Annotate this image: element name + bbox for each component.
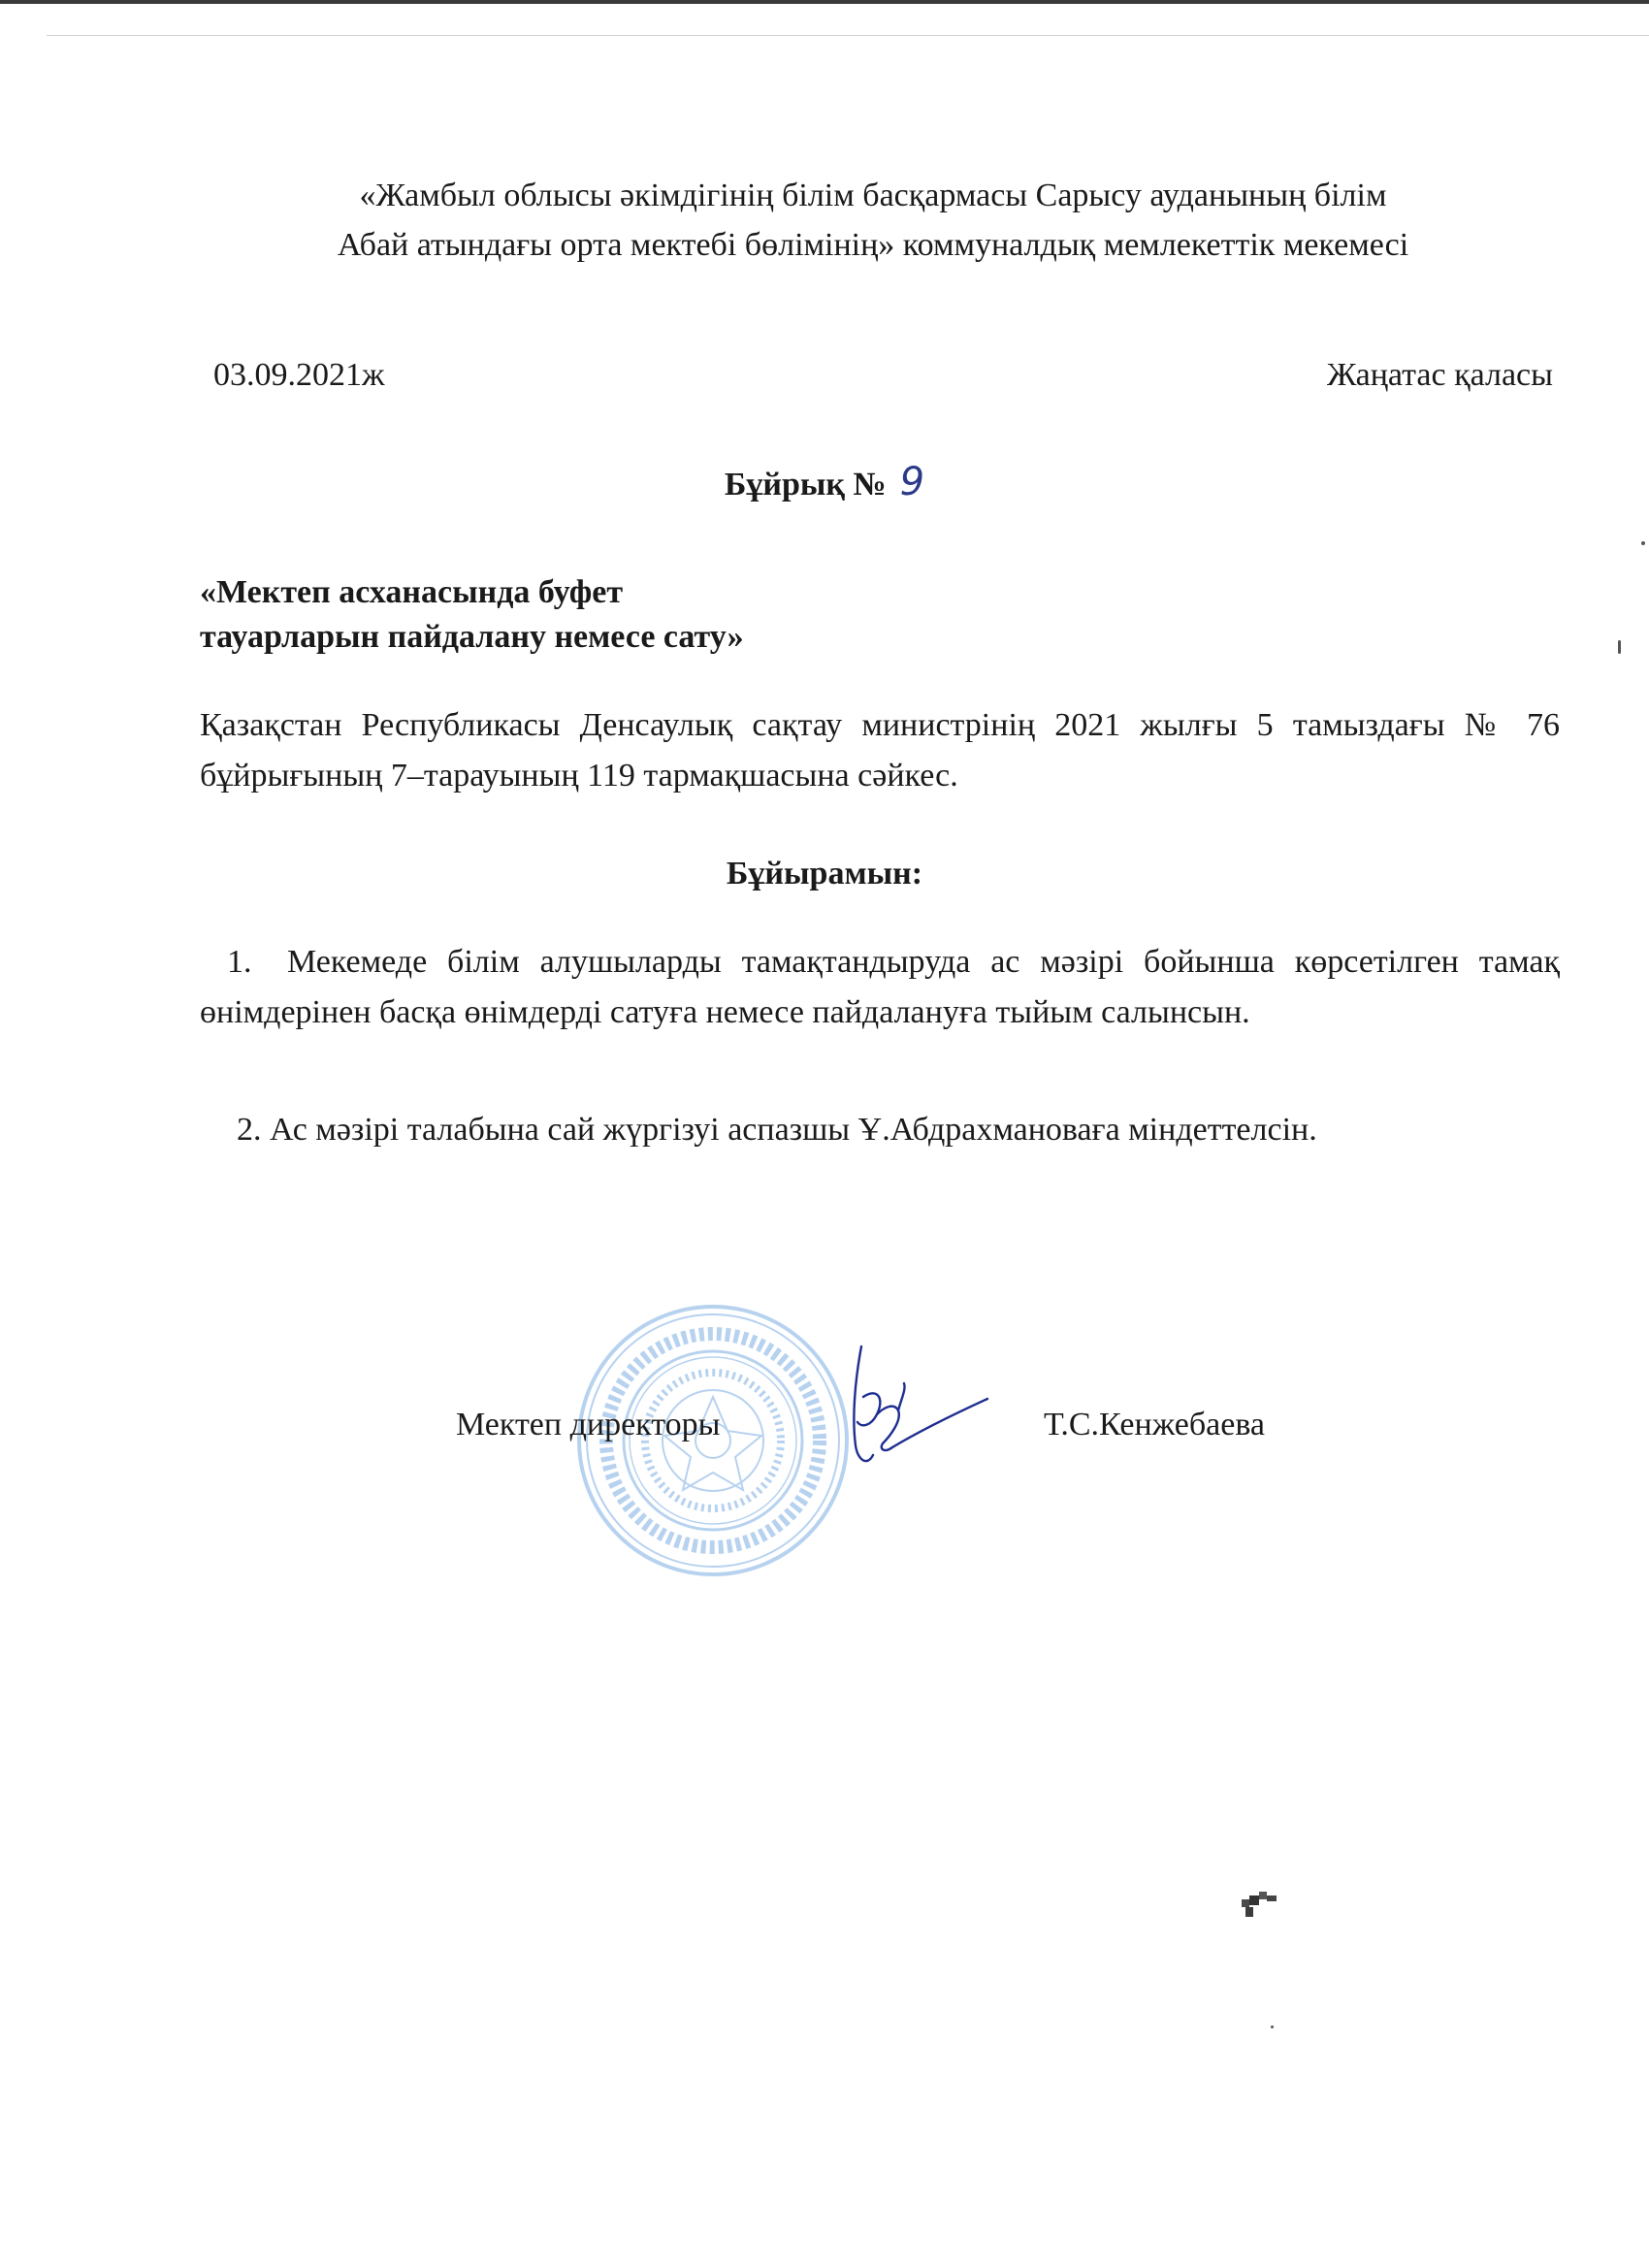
scan-line — [47, 35, 1649, 36]
order-item-1 — [200, 937, 1560, 1038]
signatory-name: Т.С.Кенжебаева — [1044, 1407, 1266, 1442]
item-1-number: 1. — [227, 944, 252, 980]
subject-line-2: тауарларын пайдалану немесе сату» — [200, 619, 744, 655]
order-title — [0, 460, 1649, 504]
scan-edge — [0, 0, 1649, 4]
organization-header — [146, 171, 1600, 270]
order-label: Бұйрық № — [724, 467, 887, 502]
decree-heading: Бұйырамын: — [726, 856, 923, 891]
order-item-2 — [237, 1112, 1317, 1149]
item-1-text: Мекемеде білім алушыларды тамақтандыруда ас мәзірі бойынша көрсетілген тамақ өнімдерінен басқа өнімдерді сатуға немесе пайдалануға тыйым салынсын. — [200, 944, 1560, 1030]
director-signature — [834, 1339, 989, 1484]
item-2-number: 2. — [237, 1112, 262, 1148]
scan-speck — [1271, 2025, 1274, 2028]
document-date: 03.09.2021ж — [213, 357, 385, 393]
signatory-title: Мектеп директоры — [456, 1407, 721, 1442]
scan-smudge — [1238, 1892, 1280, 1919]
legal-basis: Қазақстан Республикасы Денсаулық сақтау министрінің 2021 жылғы 5 тамыздағы № 76 бұйрығының 7–тарауының 119 тармақшасына сәйкес. — [200, 707, 1560, 794]
scan-speck — [1641, 541, 1645, 545]
scan-speck — [1618, 640, 1621, 654]
subject-line-1: «Мектеп асханасында буфет — [200, 574, 624, 610]
header-line-2: Абай атындағы орта мектебі бөлімінің» коммуналдық мемлекеттік мекемесі — [337, 227, 1409, 263]
order-subject — [200, 570, 744, 660]
order-number: 9 — [899, 460, 925, 504]
document-city: Жаңатас қаласы — [1327, 357, 1553, 393]
item-2-text: Ас мәзірі талабына сай жүргізуі аспазшы Ұ.Абдрахмановаға міндеттелсін. — [270, 1112, 1317, 1148]
header-line-1: «Жамбыл облысы әкімдігінің білім басқармасы Сарысу ауданының білім — [359, 178, 1387, 213]
